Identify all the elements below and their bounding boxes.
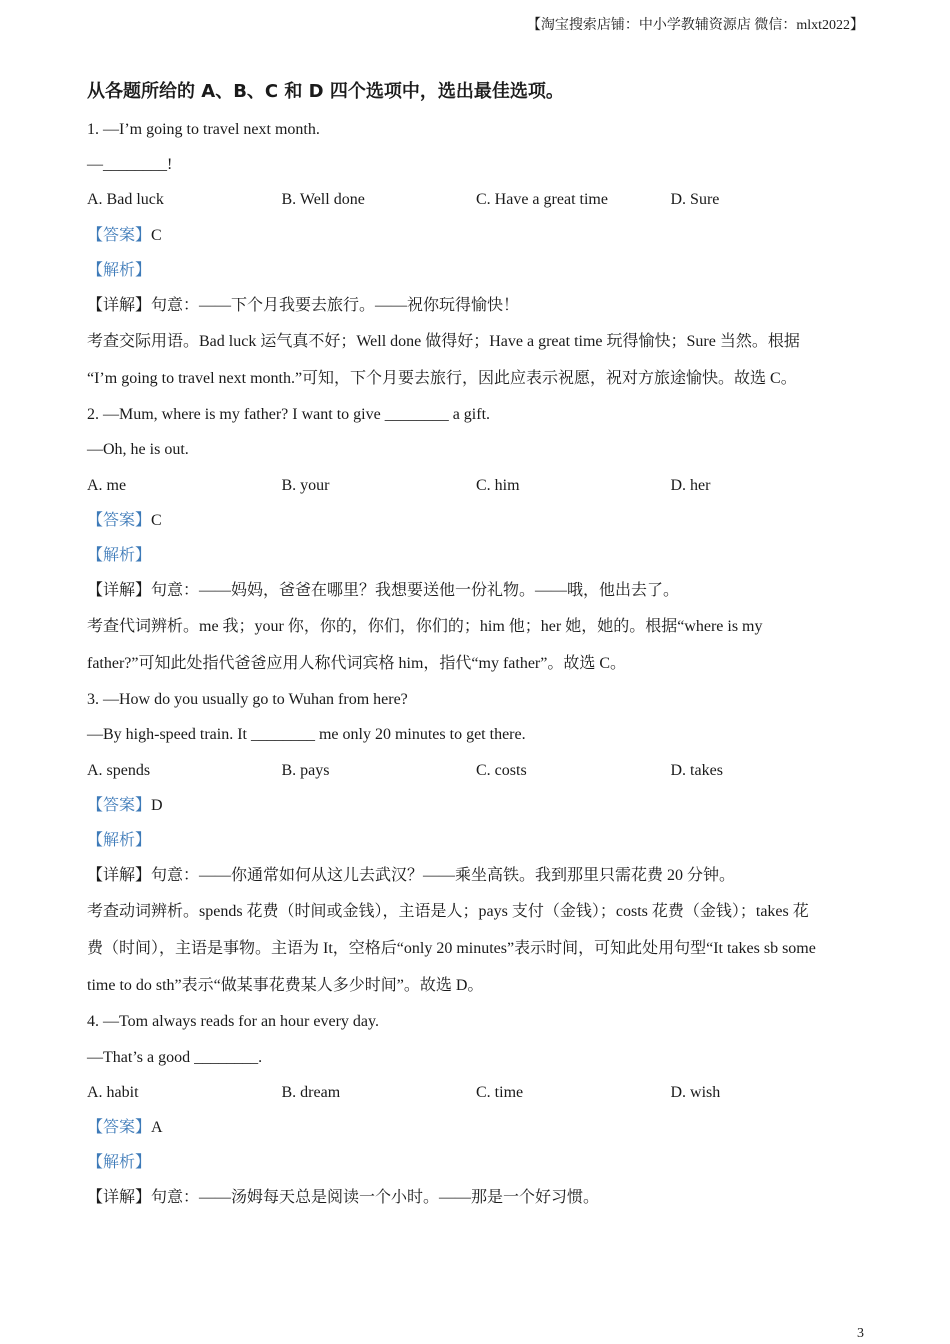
question-1-answer <box>87 218 877 253</box>
question-3-explain-line: time to do sth”表示“做某事花费某人多少时间”。故选 D。 <box>87 977 484 995</box>
page-header: 【淘宝搜索店铺：中小学教辅资源店 微信：mlxt2022】 <box>526 18 864 33</box>
document-body <box>87 76 877 1216</box>
question-3-explain-line: 考查动词辨析。spends 花费（时间或金钱），主语是人；pays 支付（金钱）；costs 花费（金钱）；takes 花 <box>87 903 809 921</box>
question-1-explain-line: 考查交际用语。Bad luck 运气真不好；Well done 做得好；Have a great time 玩得愉快；Sure 当然。根据 <box>87 333 800 351</box>
answer-label: 【答案】 <box>87 1118 152 1136</box>
question-3-response: —By high-speed train. It ________ me only 20 minutes to get there. <box>87 726 526 744</box>
answer-value: C <box>151 226 162 244</box>
question-3-options <box>87 753 877 788</box>
answer-value: D <box>151 796 163 814</box>
option-c: C. Have a great time <box>476 191 608 209</box>
answer-label: 【答案】 <box>87 796 152 814</box>
question-4-prompt: 4. —Tom always reads for an hour every day. <box>87 1013 379 1031</box>
question-2-options <box>87 468 877 503</box>
question-1-analysis-label <box>87 253 877 288</box>
option-b: B. pays <box>281 761 330 779</box>
question-3-detail: 【详解】句意：——你通常如何从这儿去武汉？——乘坐高铁。我到那里只需花费 20 分钟。 <box>87 867 736 885</box>
question-2-explain-line: father?”可知此处指代爸爸应用人称代词宾格 him，指代“my father”。故选 C。 <box>87 655 627 673</box>
question-1-explain-line: “I’m going to travel next month.”可知，下个月要去旅行，因此应表示祝愿，祝对方旅途愉快。故选 C。 <box>87 370 797 388</box>
question-4-analysis-label <box>87 1145 877 1180</box>
question-1-options <box>87 182 877 217</box>
answer-label: 【答案】 <box>87 226 152 244</box>
option-c: C. costs <box>476 761 527 779</box>
analysis-label: 【解析】 <box>87 832 152 849</box>
question-2-detail: 【详解】句意：——妈妈，爸爸在哪里？我想要送他一份礼物。——哦，他出去了。 <box>87 582 680 600</box>
option-a: A. me <box>87 476 127 494</box>
question-1-detail: 【详解】句意：——下个月我要去旅行。——祝你玩得愉快！ <box>87 296 520 314</box>
option-d: D. her <box>670 476 711 494</box>
option-a: A. habit <box>87 1083 139 1101</box>
option-d: D. Sure <box>670 191 720 209</box>
question-1-response: —________! <box>87 156 173 174</box>
answer-value: A <box>151 1118 163 1136</box>
section-instruction: 从各题所给的 A、B、C 和 D 四个选项中，选出最佳选项。 <box>87 81 564 102</box>
analysis-label: 【解析】 <box>87 1154 152 1172</box>
question-3-answer <box>87 788 877 823</box>
answer-label: 【答案】 <box>87 511 152 529</box>
page-number: 3 <box>857 1326 864 1341</box>
question-4-options <box>87 1075 877 1110</box>
option-d: D. wish <box>670 1083 721 1101</box>
question-3-prompt: 3. —How do you usually go to Wuhan from here? <box>87 691 408 709</box>
question-2-answer <box>87 503 877 538</box>
option-c: C. time <box>476 1083 524 1101</box>
option-a: A. Bad luck <box>87 191 164 209</box>
question-4-detail: 【详解】句意：——汤姆每天总是阅读一个小时。——那是一个好习惯。 <box>87 1189 600 1207</box>
question-2-explain-line: 考查代词辨析。me 我；your 你，你的，你们，你们的；him 他；her 她，她的。根据“where is my <box>87 618 763 636</box>
question-4-response: —That’s a good ________. <box>87 1048 263 1066</box>
question-2-prompt: 2. —Mum, where is my father? I want to give ________ a gift. <box>87 406 491 424</box>
question-3-explain-line: 费（时间），主语是事物。主语为 It，空格后“only 20 minutes”表示时间，可知此处用句型“It takes sb some <box>87 940 816 958</box>
option-d: D. takes <box>670 761 723 779</box>
question-3-analysis-label <box>87 823 877 858</box>
question-4-answer <box>87 1110 877 1145</box>
question-2-response: —Oh, he is out. <box>87 441 189 459</box>
option-a: A. spends <box>87 761 151 779</box>
answer-value: C <box>151 511 162 529</box>
option-c: C. him <box>476 476 520 494</box>
question-2-analysis-label <box>87 538 877 573</box>
option-b: B. dream <box>281 1083 341 1101</box>
option-b: B. Well done <box>281 191 365 209</box>
analysis-label: 【解析】 <box>87 546 152 564</box>
analysis-label: 【解析】 <box>87 261 152 279</box>
question-1-prompt: 1. —I’m going to travel next month. <box>87 121 320 138</box>
option-b: B. your <box>281 476 330 494</box>
